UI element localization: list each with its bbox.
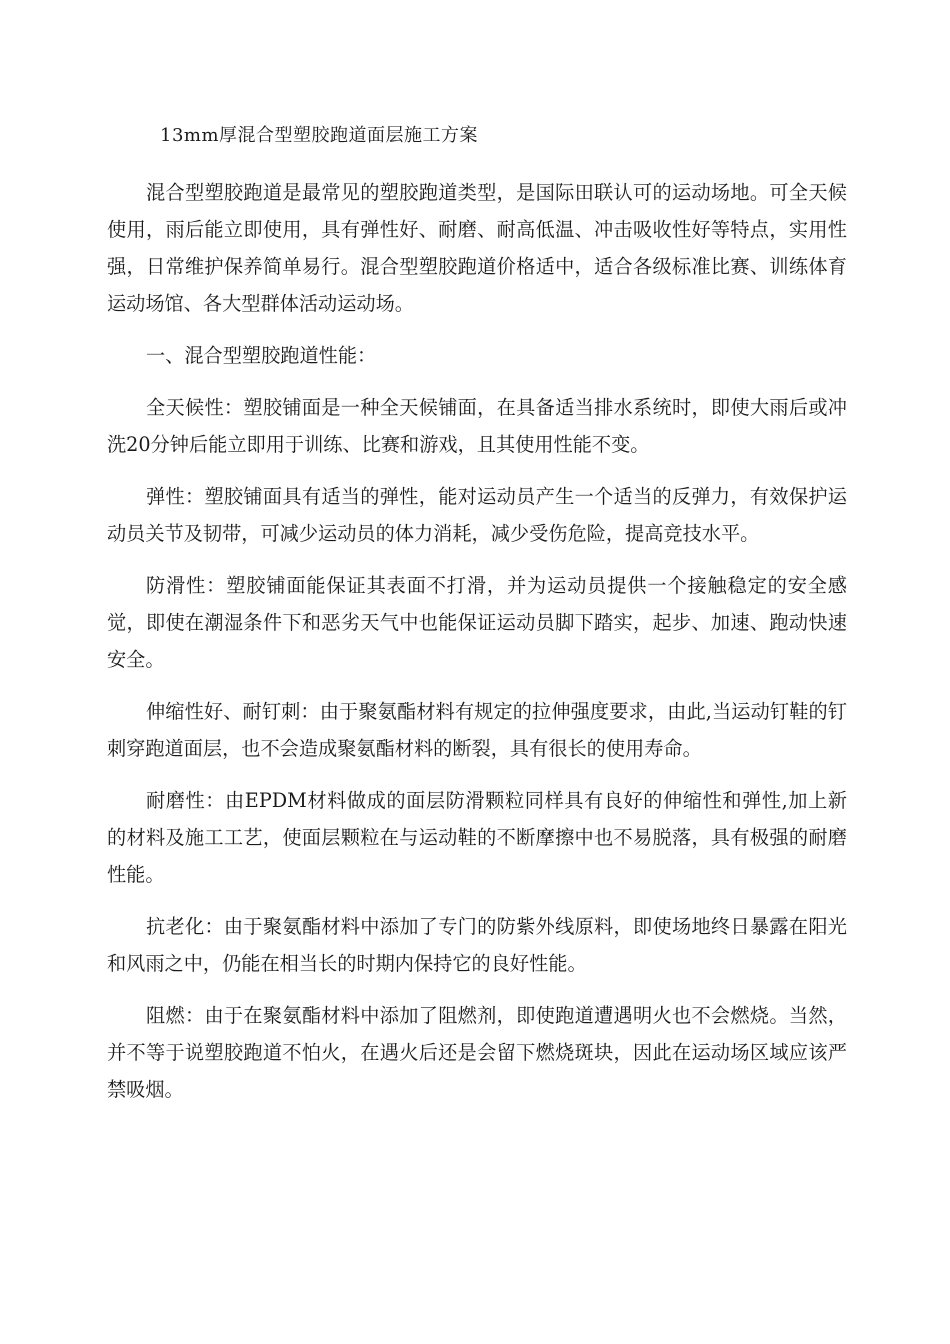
paragraph-intro: 混合型塑胶跑道是最常见的塑胶跑道类型，是国际田联认可的运动场地。可全天候使用，雨后能立即使用，具有弹性好、耐磨、耐高低温、冲击吸收性好等特点，实用性强，日常维护保养简单易行。混合型塑胶跑道价格适中，适合各级标准比赛、训练体育运动场馆、各大型群体活动运动场。 bbox=[107, 181, 847, 315]
document-body bbox=[107, 174, 847, 1123]
paragraph-flame-retardant: 阻燃：由于在聚氨酯材料中添加了阻燃剂，即使跑道遭遇明火也不会燃烧。当然，并不等于说塑胶跑道不怕火，在遇火后还是会留下燃烧斑块，因此在运动场区域应该严禁吸烟。 bbox=[107, 1004, 847, 1101]
paragraph-anti-aging: 抗老化：由于聚氨酯材料中添加了专门的防紫外线原料，即使场地终日暴露在阳光和风雨之中，仍能在相当长的时期内保持它的良好性能。 bbox=[107, 915, 847, 975]
section-heading-performance: 一、混合型塑胶跑道性能： bbox=[146, 344, 377, 367]
paragraph-elasticity: 弹性：塑胶铺面具有适当的弹性，能对运动员产生一个适当的反弹力，有效保护运动员关节及韧带，可减少运动员的体力消耗，减少受伤危险，提高竞技水平。 bbox=[107, 485, 847, 545]
paragraph-spike-resistance: 伸缩性好、耐钉刺：由于聚氨酯材料有规定的拉伸强度要求，由此,当运动钉鞋的钉刺穿跑道面层，也不会造成聚氨酯材料的断裂，具有很长的使用寿命。 bbox=[107, 700, 847, 760]
paragraph-wear-resistance: 耐磨性：由EPDM材料做成的面层防滑颗粒同样具有良好的伸缩性和弹性,加上新的材料及施工工艺，使面层颗粒在与运动鞋的不断摩擦中也不易脱落，具有极强的耐磨性能。 bbox=[107, 789, 847, 886]
paragraph-all-weather: 全天候性：塑胶铺面是一种全天候铺面，在具备适当排水系统时，即使大雨后或冲洗20分钟后能立即用于训练、比赛和游戏，且其使用性能不变。 bbox=[107, 396, 847, 456]
document-title: 13mm厚混合型塑胶跑道面层施工方案 bbox=[160, 125, 479, 146]
paragraph-anti-slip: 防滑性：塑胶铺面能保证其表面不打滑，并为运动员提供一个接触稳定的安全感觉，即使在潮湿条件下和恶劣天气中也能保证运动员脚下踏实，起步、加速、跑动快速安全。 bbox=[107, 574, 847, 671]
